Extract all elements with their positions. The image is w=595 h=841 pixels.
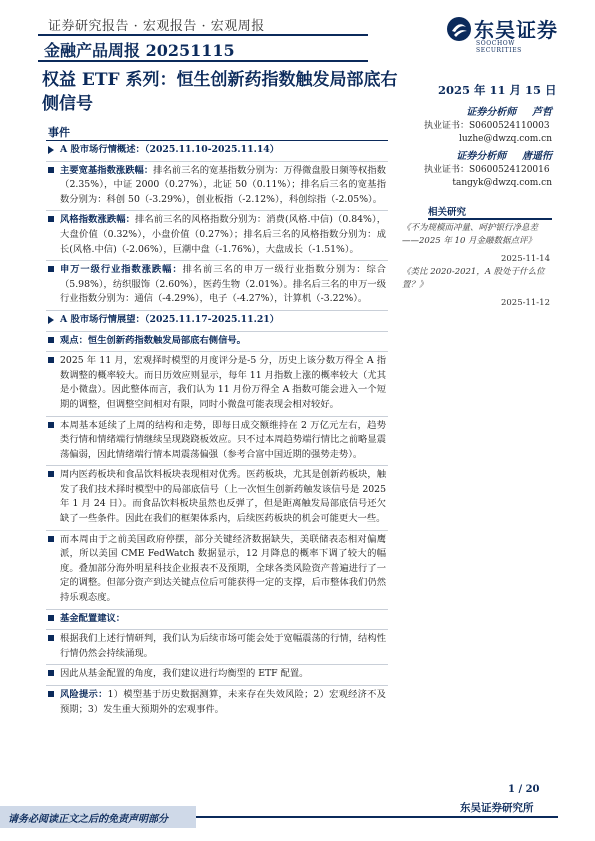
main-content: [46, 140, 388, 720]
block-text: 排名前三名的风格指数分别为：消费(风格.中信)（0.84%），大盘价值（0.32%），小盘价值（0.27%）；排名后三名的风格指数分别为：成长(风格.中信)（-2.06%），巨潮中盘（-1.76%），大盘成长（-1.51%）。: [60, 214, 386, 255]
block-label: A 股市场行情概述：: [60, 144, 145, 155]
related-research-heading: 相关研究: [428, 207, 467, 218]
analyst-license: 执业证书：S0600524110003: [424, 121, 550, 131]
arrow-bullet-icon: [48, 146, 54, 154]
block-text: 周内医药板块和食品饮料板块表现相对优秀。医药板块，尤其是创新药板块，触发了我们技术择时模型中的局部底信号（上一次恒生创新药触发该信号是 2025 年 1 月 24 日）。而食品饮料板块虽然也反弹了，但是距离触发局部底信号还欠缺了一些条件。因此在我们的框架体系内，后续医药板块的机会可能更大一些。: [60, 469, 386, 525]
block-label: A 股市场行情展望：: [60, 313, 145, 325]
report-category-path: 证券研究报告 · 宏观报告 · 宏观周报: [48, 19, 265, 34]
square-bullet-icon: [48, 536, 54, 542]
block-text: 排名前三名的宽基指数分别为：万得微盘股日频等权指数（2.35%），中证 2000（0.27%），北证 50（0.11%）；排名后三名的宽基指数分别为：科创 50（-3.29%），创业板指（-2.12%），科创综指（-2.05%）。: [60, 164, 386, 205]
logo-text-en: SOOCHOW SECURITIES: [476, 40, 522, 54]
block-text: （2025.11.17-2025.11.21）: [144, 313, 280, 325]
analyst-block-1: [424, 106, 552, 146]
content-block: [46, 416, 388, 466]
disclaimer-banner: [0, 806, 196, 828]
research-institute-name: 东吴证券研究所: [460, 802, 534, 814]
block-text: 本周基本延续了上周的结构和走势，即每日成交额维持在 2 万亿元左右，趋势类行情和情绪端行情继续呈现跷跷板效应。只不过本周趋势端行情比之前略显震荡偏弱，因此情绪端行情本周震荡偏强（参考合富中国近期的强势走势）。: [60, 419, 386, 460]
block-label: 基金配置建议：: [60, 612, 126, 624]
content-block: [46, 161, 388, 211]
footer-divider: [196, 816, 558, 818]
block-text: （2025.11.10-2025.11.14）: [144, 144, 280, 155]
related-divider: [428, 218, 552, 220]
content-block: [46, 351, 388, 415]
analyst-role: 证券分析师: [466, 107, 517, 118]
block-text: 恒生创新药指数触发局部底右侧信号。: [87, 334, 246, 346]
content-block: [46, 140, 388, 161]
content-block: [46, 629, 388, 664]
analyst-name: 唐遥衎: [522, 151, 552, 162]
related-item[interactable]: 《类比 2020-2021，A 股处于什么位置？》: [402, 267, 545, 290]
header-divider: [38, 34, 368, 36]
content-block: [46, 310, 388, 331]
content-block: [46, 260, 388, 310]
square-bullet-icon: [48, 471, 54, 477]
analyst-role: 证券分析师: [456, 151, 507, 162]
block-text: 而本周由于之前美国政府停摆，部分关键经济数据缺失，美联储表态相对偏鹰派，所以美国 CME FedWatch 数据显示，12 月降息的概率下调了较大的幅度。叠加部分海外明星科技企业报表不及预期，全球各类风险资产普遍进行了一定的调整。但部分资产到达关键点位后可能获得一定的支撑，后市整体我们仍然持乐观态度。: [60, 533, 386, 604]
report-date: 2025 年 11 月 15 日: [438, 83, 557, 97]
logo-emblem-icon: [446, 16, 472, 42]
related-item[interactable]: 《不为规模而冲量、呵护银行净息差——2025 年 10 月金融数据点评》: [402, 223, 539, 246]
block-text: 因此从基金配置的角度，我们建议进行均衡型的 ETF 配置。: [60, 668, 309, 680]
square-bullet-icon: [48, 670, 54, 676]
content-block: [46, 664, 388, 685]
block-label: 风格指数涨跌幅：: [60, 214, 136, 226]
events-heading: 事件: [48, 126, 70, 139]
content-block: [46, 210, 388, 260]
square-bullet-icon: [48, 216, 54, 222]
content-block: [46, 331, 388, 352]
square-bullet-icon: [48, 337, 54, 343]
block-text: 排名前三名的申万一级行业指数分别为：综合（5.98%），纺织服饰（2.60%），医药生物（2.01%）。排名后三名的申万一级行业指数分别为：通信（-4.29%），电子（-4.27%），计算机（-3.22%）。: [60, 264, 386, 305]
content-block: [46, 465, 388, 529]
analyst-license: 执业证书：S0600524120016: [424, 165, 550, 175]
square-bullet-icon: [48, 635, 54, 641]
content-block: [46, 609, 388, 630]
page-number: 1 / 20: [508, 784, 540, 795]
logo-text-cn: 东吴证券: [474, 18, 558, 42]
analyst-email[interactable]: tangyk@dwzq.com.cn: [452, 178, 552, 188]
block-text: 根据我们上述行情研判，我们认为后续市场可能会处于宽幅震荡的行情，结构性行情仍然会持续涌现。: [60, 633, 386, 659]
related-item-date: 2025-11-14: [500, 254, 550, 264]
arrow-bullet-icon: [48, 316, 54, 324]
block-label: 申万一级行业指数涨跌幅：: [60, 264, 183, 276]
square-bullet-icon: [48, 357, 54, 363]
related-item-date: 2025-11-12: [500, 298, 550, 308]
content-block: [46, 685, 388, 720]
content-block: [46, 530, 388, 609]
report-series-title: 金融产品周报 20251115: [44, 41, 235, 60]
square-bullet-icon: [48, 615, 54, 621]
block-label: 主要宽基指数涨跌幅：: [60, 164, 154, 176]
block-text: 1）模型基于历史数据测算，未来存在失效风险；2）宏观经济不及预期；3）发生重大预期外的宏观事件。: [60, 689, 386, 715]
block-label: 观点：: [60, 334, 88, 346]
report-title: 权益 ETF 系列：恒生创新药指数触发局部底右侧信号: [42, 70, 398, 114]
company-logo: [446, 14, 558, 52]
disclaimer-text: 请务必阅读正文之后的免责声明部分: [8, 814, 168, 825]
header-divider-2: [38, 60, 368, 62]
analyst-block-2: [424, 150, 552, 190]
square-bullet-icon: [48, 167, 54, 173]
square-bullet-icon: [48, 691, 54, 697]
analyst-email[interactable]: luzhe@dwzq.com.cn: [458, 134, 552, 144]
block-label: 风险提示：: [60, 689, 108, 700]
square-bullet-icon: [48, 266, 54, 272]
block-text: 2025 年 11 月，宏观择时模型的月度评分是-5 分，历史上该分数万得全 A 指数调整的概率较大。而日历效应则显示，每年 11 月指数上涨的概率较大（尤其是小微盘）。因此整体而言，我们认为 11 月份万得全 A 指数可能会进入一个短期的调整，但调整空间相对有限，同时小微盘可能表现会相对较好。: [60, 355, 386, 410]
analyst-name: 芦哲: [532, 107, 552, 118]
square-bullet-icon: [48, 422, 54, 428]
